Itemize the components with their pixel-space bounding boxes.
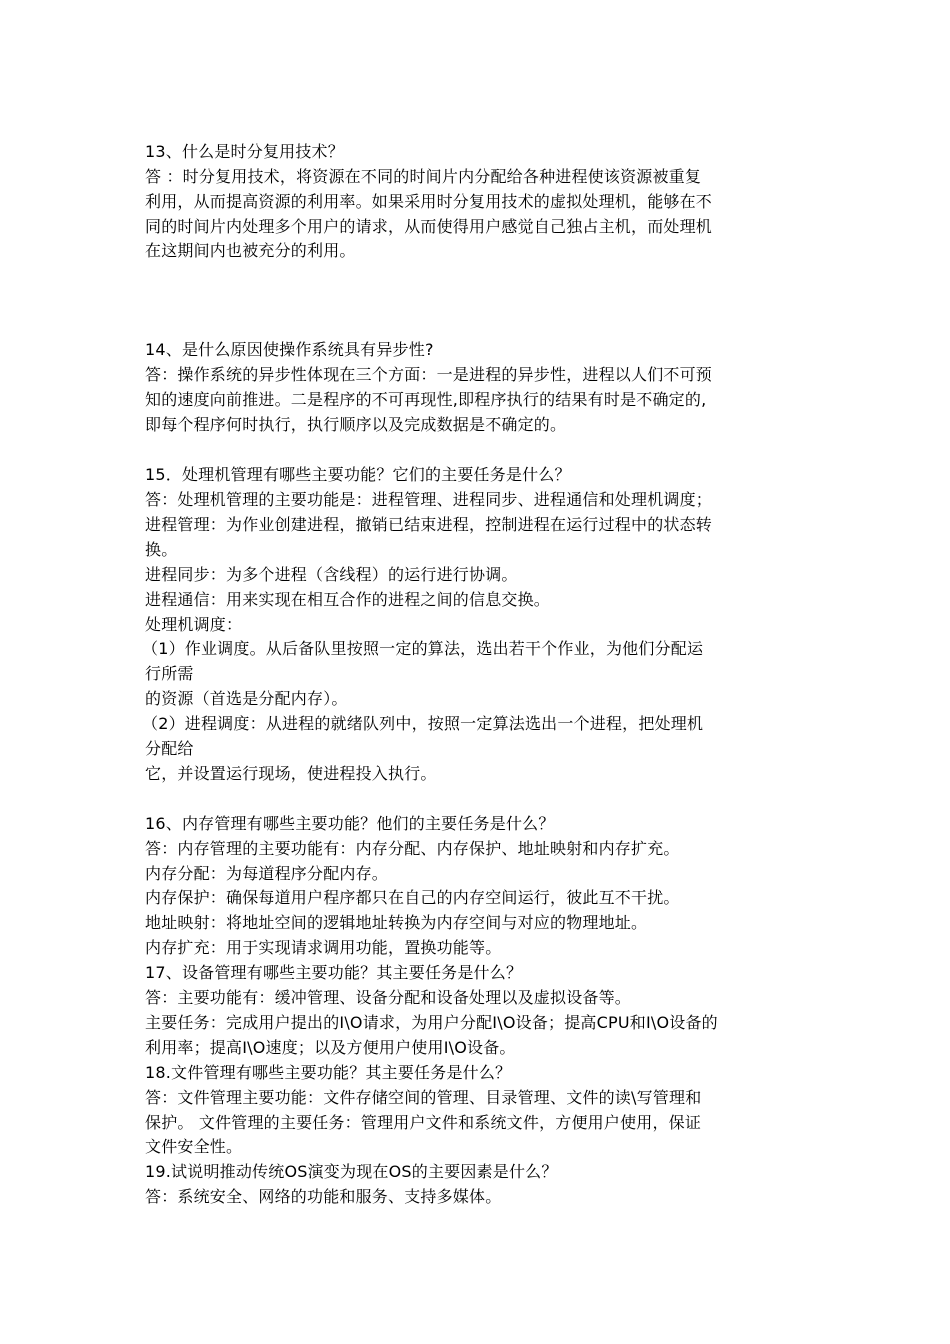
answer-13-line-3: 同的时间片内处理多个用户的请求，从而使得用户感觉自己独占主机，而处理机 (145, 217, 713, 236)
answer-16-line-1: 答：内存管理的主要功能有：内存分配、内存保护、地址映射和内存扩充。 (145, 839, 680, 858)
question-18-title: 18.文件管理有哪些主要功能？其主要任务是什么？ (145, 1063, 512, 1082)
answer-18-line-2: 保护。 文件管理的主要任务：管理用户文件和系统文件，方便用户使用，保证 (145, 1113, 702, 1132)
answer-15-line-11: 分配给 (145, 739, 194, 758)
answer-15-line-9: 的资源（首选是分配内存）。 (145, 689, 348, 708)
question-14-title: 14、是什么原因使操作系统具有异步性? (145, 340, 434, 359)
answer-13-line-1: 答 ：时分复用技术，将资源在不同的时间片内分配给各种进程使该资源被重复 (145, 167, 702, 186)
answer-15-line-10: （2）进程调度：从进程的就绪队列中，按照一定算法选出一个进程，把处理机 (142, 714, 704, 733)
answer-17-line-1: 答：主要功能有：缓冲管理、设备分配和设备处理以及虚拟设备等。 (145, 988, 632, 1007)
question-13-title: 13、什么是时分复用技术？ (145, 142, 344, 161)
answer-14-line-1: 答：操作系统的异步性体现在三个方面：一是进程的异步性，进程以人们不可预 (145, 365, 713, 384)
answer-18-line-3: 文件安全性。 (145, 1137, 243, 1156)
question-17-title: 17、设备管理有哪些主要功能？其主要任务是什么？ (145, 963, 523, 982)
answer-18-line-1: 答：文件管理主要功能：文件存储空间的管理、目录管理、文件的读\写管理和 (145, 1088, 702, 1107)
answer-16-line-4: 地址映射：将地址空间的逻辑地址转换为内存空间与对应的物理地址。 (145, 913, 648, 932)
question-19-title: 19.试说明推动传统OS演变为现在OS的主要因素是什么？ (145, 1162, 558, 1181)
answer-15-line-5: 进程通信：用来实现在相互合作的进程之间的信息交换。 (145, 590, 551, 609)
answer-19-line-1: 答：系统安全、网络的功能和服务、支持多媒体。 (145, 1187, 502, 1206)
question-16-title: 16、内存管理有哪些主要功能？他们的主要任务是什么？ (145, 814, 555, 833)
answer-15-line-6: 处理机调度： (145, 615, 243, 634)
answer-15-line-1: 答：处理机管理的主要功能是：进程管理、进程同步、进程通信和处理机调度； (145, 490, 713, 509)
answer-15-line-2: 进程管理：为作业创建进程，撤销已结束进程，控制进程在运行过程中的状态转 (145, 515, 713, 534)
answer-15-line-12: 它，并设置运行现场，使进程投入执行。 (145, 764, 437, 783)
answer-16-line-3: 内存保护：确保每道用户程序都只在自己的内存空间运行，彼此互不干扰。 (145, 888, 680, 907)
answer-17-line-2: 主要任务：完成用户提出的I\O请求，为用户分配I\O设备；提高CPU和I\O设备的 (145, 1013, 718, 1032)
answer-16-line-2: 内存分配：为每道程序分配内存。 (145, 864, 389, 883)
answer-15-line-3: 换。 (145, 540, 178, 559)
answer-13-line-2: 利用，从而提高资源的利用率。如果采用时分复用技术的虚拟处理机，能够在不 (145, 192, 713, 211)
answer-15-line-4: 进程同步：为多个进程（含线程）的运行进行协调。 (145, 565, 518, 584)
answer-15-line-7: （1）作业调度。从后备队里按照一定的算法，选出若干个作业，为他们分配运 (142, 639, 704, 658)
answer-15-line-8: 行所需 (145, 664, 194, 683)
question-15-title: 15．处理机管理有哪些主要功能？它们的主要任务是什么？ (145, 465, 571, 484)
answer-17-line-3: 利用率；提高I\O速度；以及方便用户使用I\O设备。 (145, 1038, 516, 1057)
answer-14-line-3: 即每个程序何时执行，执行顺序以及完成数据是不确定的。 (145, 415, 567, 434)
answer-16-line-5: 内存扩充：用于实现请求调用功能，置换功能等。 (145, 938, 502, 957)
answer-14-line-2: 知的速度向前推进。二是程序的不可再现性,即程序执行的结果有时是不确定的, (145, 390, 707, 409)
answer-13-line-4: 在这期间内也被充分的利用。 (145, 241, 356, 260)
